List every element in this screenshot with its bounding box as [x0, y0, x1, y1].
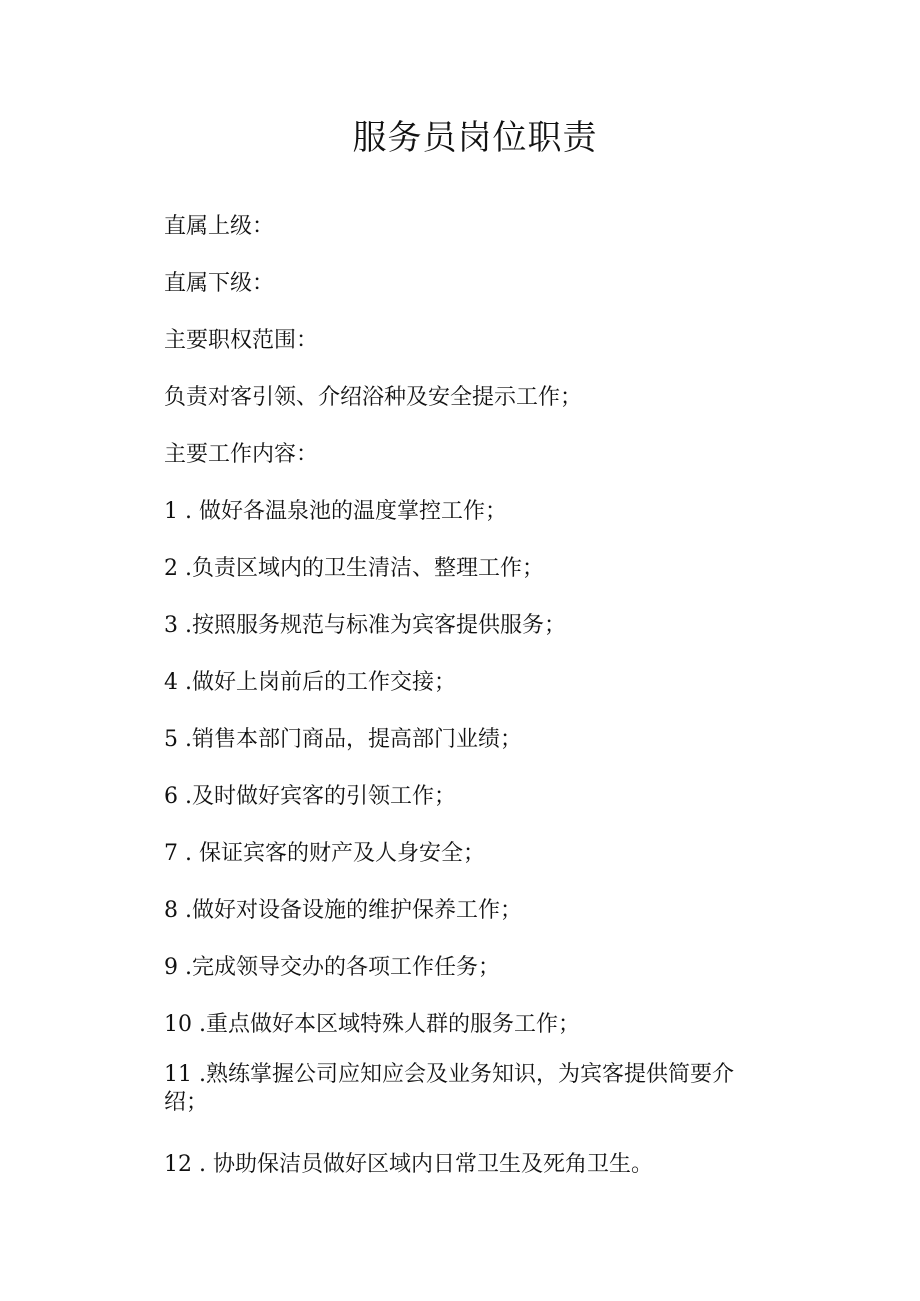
work-item-3: 3 .按照服务规范与标准为宾客提供服务； — [164, 613, 566, 638]
direct-supervisor: 直属上级： — [164, 214, 275, 239]
work-item-4: 4 .做好上岗前后的工作交接； — [164, 670, 456, 695]
work-item-9: 9 .完成领导交办的各项工作任务； — [164, 955, 500, 980]
work-item-7: 7 . 保证宾客的财产及人身安全； — [164, 841, 485, 866]
work-item-2: 2 .负责区域内的卫生清洁、整理工作； — [164, 556, 544, 581]
work-item-6: 6 .及时做好宾客的引领工作； — [164, 784, 456, 809]
work-item-1: 1 . 做好各温泉池的温度掌控工作； — [164, 499, 507, 524]
work-item-8: 8 .做好对设备设施的维护保养工作； — [164, 898, 522, 923]
work-item-11: 11 .熟练掌握公司应知应会及业务知识，为宾客提供简要介绍； — [164, 1062, 734, 1115]
main-work-heading: 主要工作内容： — [164, 442, 319, 467]
work-item-12: 12 . 协助保洁员做好区域内日常卫生及死角卫生。 — [164, 1152, 653, 1177]
responsibility-scope-text: 负责对客引领、介绍浴种及安全提示工作； — [164, 385, 583, 410]
responsibility-scope-heading: 主要职权范围： — [164, 328, 319, 353]
work-item-10: 10 .重点做好本区域特殊人群的服务工作； — [164, 1012, 580, 1037]
direct-subordinate: 直属下级： — [164, 271, 275, 296]
work-item-5: 5 .销售本部门商品，提高部门业绩； — [164, 727, 522, 752]
document-title: 服务员岗位职责 — [352, 118, 598, 158]
